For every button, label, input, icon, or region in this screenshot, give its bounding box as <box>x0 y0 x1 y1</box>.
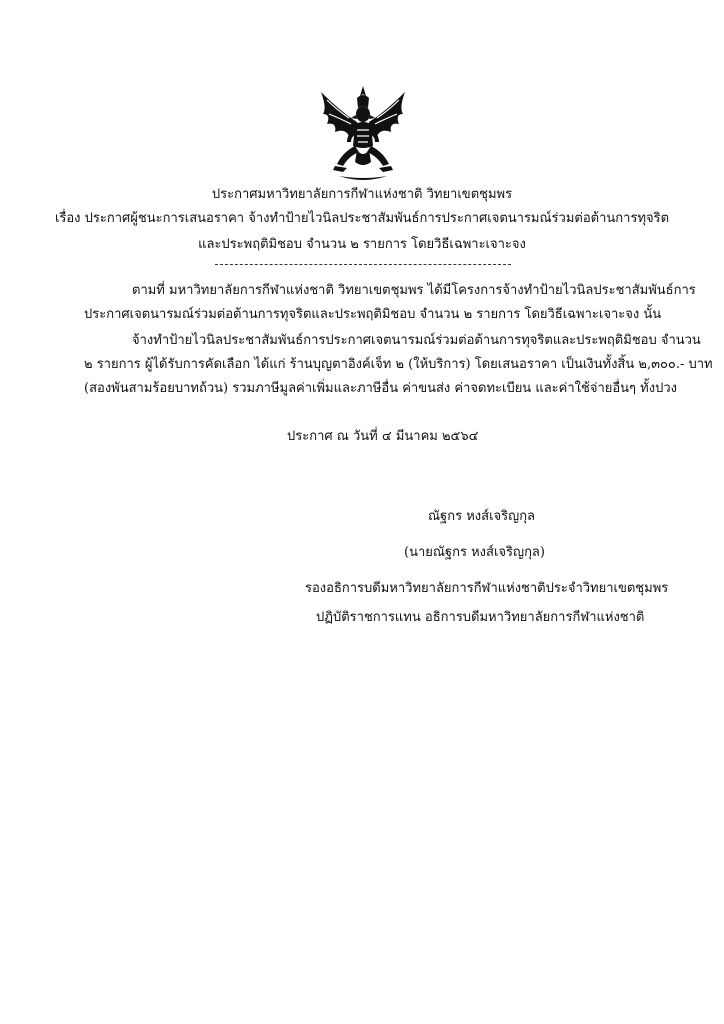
signer-position: รองอธิการบดีมหาวิทยาลัยการกีฬาแห่งชาติประจำวิทยาเขตชุมพร <box>305 581 669 596</box>
subject-line: เรื่อง ประกาศผู้ชนะการเสนอราคา จ้างทำป้ายไวนิลประชาสัมพันธ์การประกาศเจตนารมณ์ร่วมต่อต้านการทุจริต <box>54 211 670 226</box>
paragraph-2-line-1: จ้างทำป้ายไวนิลประชาสัมพันธ์การประกาศเจตนารมณ์ร่วมต่อต้านการทุจริตและประพฤติมิชอบ จำนวน <box>132 333 701 348</box>
paragraph-1-line-2: ประกาศเจตนารมณ์ร่วมต่อต้านการทุจริตและประพฤติมิชอบ จำนวน ๒ รายการ โดยวิธีเฉพาะเจาะจง นั้น <box>84 307 662 322</box>
subject-line-continued: และประพฤติมิชอบ จำนวน ๒ รายการ โดยวิธีเฉพาะเจาะจง <box>198 237 526 252</box>
signature: ณัฐกร หงส์เจริญกุล <box>428 509 536 524</box>
announcement-title: ประกาศมหาวิทยาลัยการกีฬาแห่งชาติ วิทยาเขตชุมพร <box>211 187 513 202</box>
signer-name: (นายณัฐกร หงส์เจริญกุล) <box>404 545 545 560</box>
paragraph-1-line-1: ตามที่ มหาวิทยาลัยการกีฬาแห่งชาติ วิทยาเขตชุมพร ได้มีโครงการจ้างทำป้ายไวนิลประชาสัมพันธ์การ <box>132 283 696 298</box>
garuda-emblem-icon <box>313 84 413 186</box>
divider <box>215 264 511 265</box>
signer-acting-position: ปฏิบัติราชการแทน อธิการบดีมหาวิทยาลัยการกีฬาแห่งชาติ <box>316 610 645 625</box>
paragraph-2-line-3: (สองพันสามร้อยบาทถ้วน) รวมภาษีมูลค่าเพิ่มและภาษีอื่น ค่าขนส่ง ค่าจดทะเบียน และค่าใช้จ่ายอื่นๆ ทั้งปวง <box>84 381 677 396</box>
paragraph-2-line-2: ๒ รายการ ผู้ได้รับการคัดเลือก ได้แก่ ร้านบุญตาอิงค์เจ็ท ๒ (ให้บริการ) โดยเสนอราคา เป็นเงินทั้งสิ้น ๒,๓๐๐.- บาท <box>84 357 713 372</box>
announcement-date: ประกาศ ณ วันที่ ๔ มีนาคม ๒๕๖๔ <box>287 429 479 444</box>
